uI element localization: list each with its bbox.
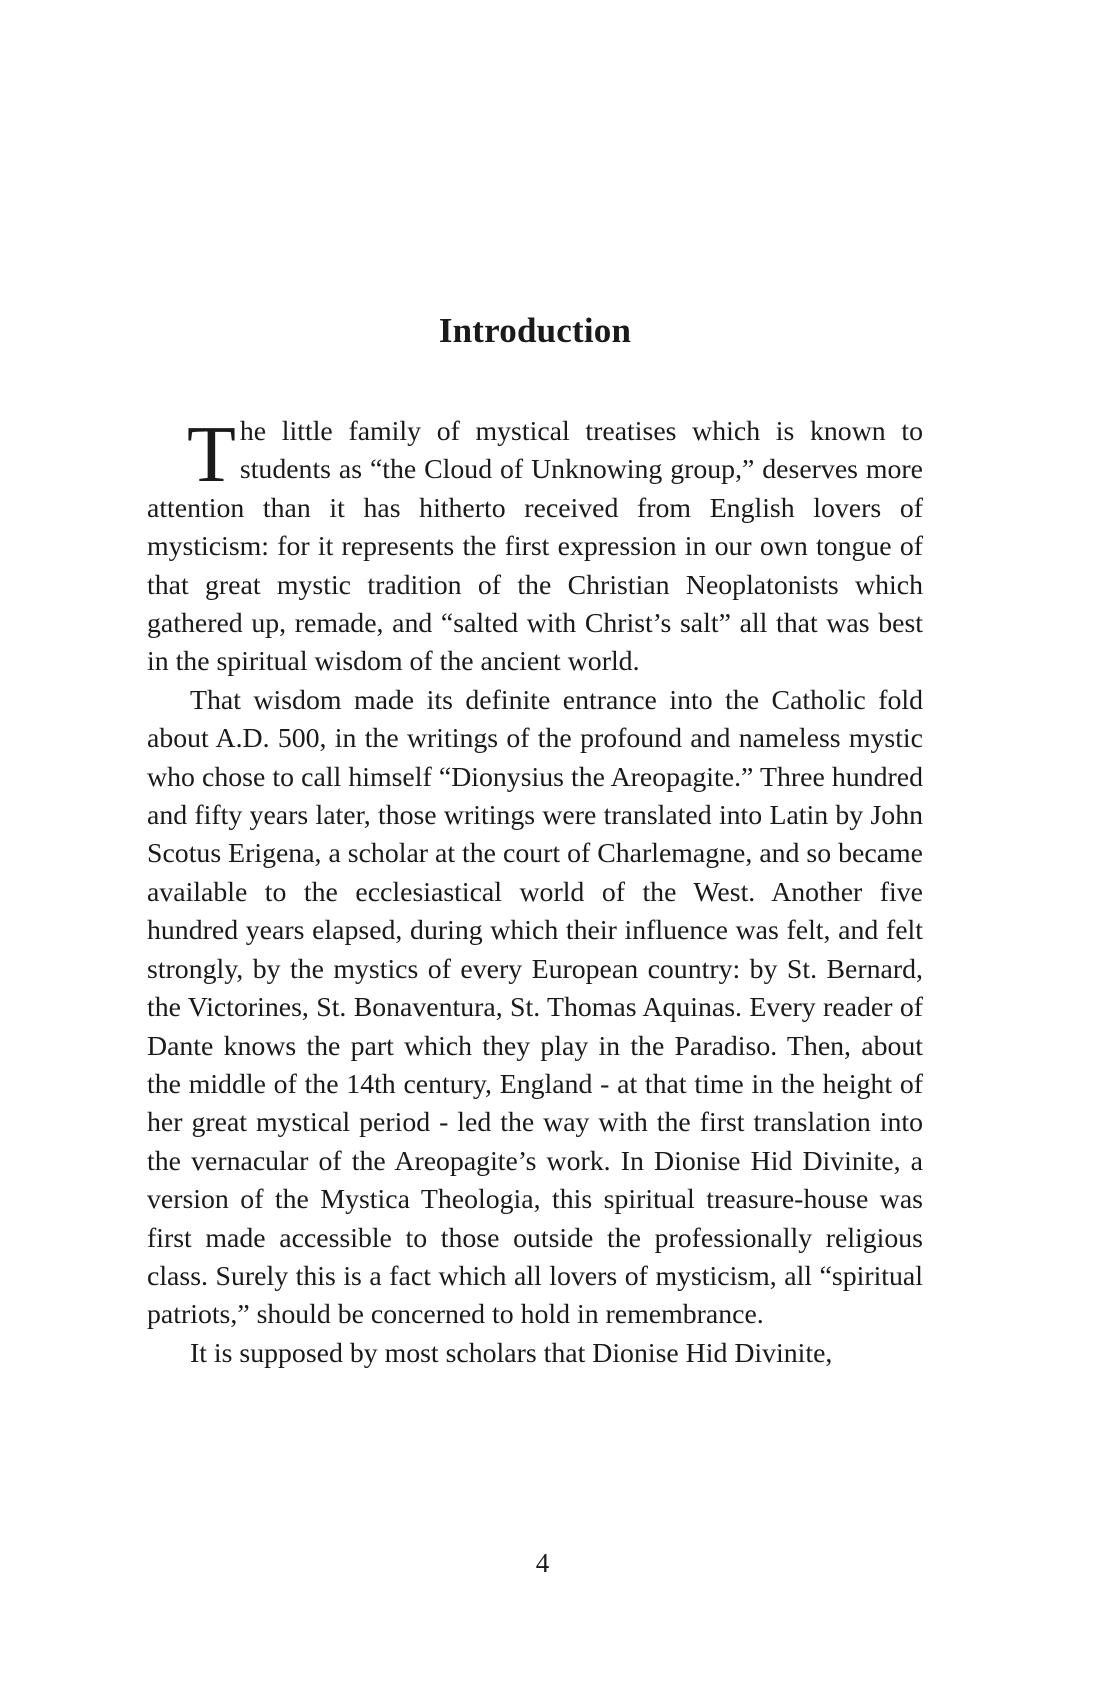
page-title: Introduction xyxy=(438,311,632,351)
paragraph-1-text: he little family of mystical treatises which is known to students as “the Cloud of Unknowing group,” deserves more attention than it has hitherto received from English lovers of mysticism: for it represents the first expression in our own tongue of that great mystic tradition of the Christian Neoplatonists which gathered up, remade, and “salted with Christ’s salt” all that was best in the spiritual wisdom of the ancient world. xyxy=(147,416,923,678)
body-text xyxy=(147,413,923,1373)
paragraph-1 xyxy=(147,413,923,682)
page-number: 4 xyxy=(535,1548,550,1578)
paragraph-3: It is supposed by most scholars that Dionise Hid Divinite, xyxy=(190,1337,833,1369)
drop-cap: T xyxy=(187,411,236,499)
paragraph-2: That wisdom made its definite entrance into the Catholic fold about A.D. 500, in the writings of the profound and nameless mystic who chose to call himself “Dionysius the Areopagite.” Three hundred and fifty years later, those writings were translated into Latin by John Scotus Erigena, a scholar at the court of Charlemagne, and so became available to the ecclesiastical world of the West. Another five hundred years elapsed, during which their influence was felt, and felt strongly, by the mystics of every European country: by St. Bernard, the Victorines, St. Bonaventura, St. Thomas Aquinas. Every reader of Dante knows the part which they play in the Paradiso. Then, about the middle of the 14th century, England - at that time in the height of her great mystical period - led the way with the first translation into the vernacular of the Areopagite’s work. In Dionise Hid Divinite, a version of the Mystica Theologia, this spiritual treasure-house was first made accessible to those outside the professionally religious class. Surely this is a fact which all lovers of mysticism, all “spiritual patriots,” should be concerned to hold in remembrance. xyxy=(147,684,923,1331)
